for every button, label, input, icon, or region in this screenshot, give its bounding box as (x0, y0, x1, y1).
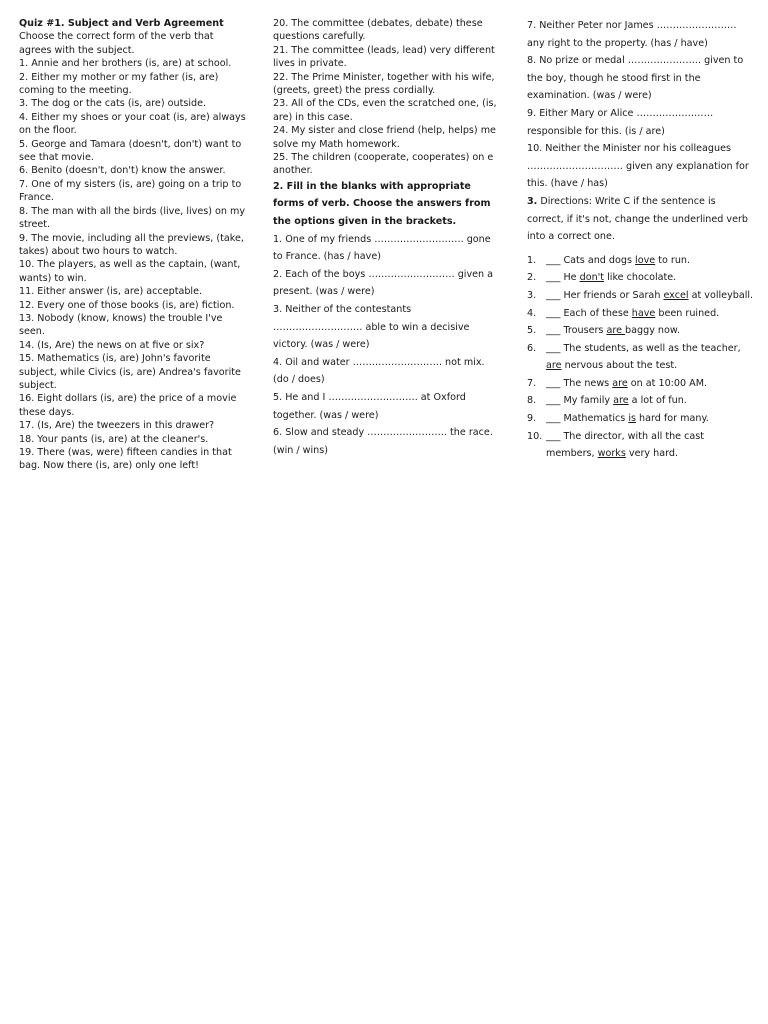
correction-item (527, 428, 755, 463)
fill-blank-list-continued (527, 17, 755, 193)
correction-text: hard for many. (636, 413, 709, 425)
fill-blank-item: 2. Each of the boys ……………………… given a present. (was / were) (273, 268, 494, 298)
correction-list (527, 252, 755, 463)
underlined-verb: are (613, 395, 629, 407)
section-2-heading: 2. Fill in the blanks with appropriate forms of verb. Choose the answers from the options given in the brackets. (273, 180, 491, 228)
fill-blank-item: 3. Neither of the contestants ………………………. able to win a decisive victory. (was / were) (273, 304, 470, 351)
quiz-instruction: Choose the correct form of the verb that agrees with the subject. (19, 31, 214, 56)
correction-number: 10. (527, 430, 543, 442)
correction-item (527, 392, 755, 410)
question-item: 2. Either my mother or my father (is, are) coming to the meeting. (19, 71, 219, 97)
question-item: 24. My sister and close friend (help, helps) me solve my Math homework. (273, 125, 496, 150)
fill-blank-item: 9. Either Mary or Alice …………………… responsible for this. (is / are) (527, 107, 714, 137)
question-item: 18. Your pants (is, are) at the cleaner's. (19, 433, 209, 445)
correction-item (527, 269, 755, 287)
fill-blank-item: 1. One of my friends ………………………. gone to France. (has / have) (273, 233, 491, 263)
fill-blank-item: 5. He and I ………………………. at Oxford together. (was / were) (273, 392, 466, 421)
correction-number: 9. (527, 413, 537, 425)
section-3-number: 3. (527, 195, 538, 207)
correction-item (527, 305, 755, 323)
question-item: 10. The players, as well as the captain, (want, wants) to win. (19, 259, 241, 284)
underlined-verb: don't (579, 272, 605, 284)
question-item: 13. Nobody (know, knows) the trouble I've seen. (19, 312, 223, 338)
correction-text: at volleyball. (688, 289, 754, 301)
correction-number: 4. (527, 307, 537, 319)
question-item: 9. The movie, including all the previews, (take, takes) about two hours to watch. (19, 232, 244, 257)
question-item: 25. The children (cooperate, cooperates) on e another. (273, 152, 494, 177)
question-item: 4. Either my shoes or your coat (is, are) always on the floor. (19, 111, 246, 137)
correction-number: 7. (527, 377, 537, 389)
correction-text: ___ He (546, 272, 580, 284)
question-item: 3. The dog or the cats (is, are) outside. (19, 98, 207, 110)
correction-text: ___ The students, as well as the teacher, (546, 342, 741, 354)
question-item: 1. Annie and her brothers (is, are) at school. (19, 58, 232, 70)
underlined-verb: are (612, 377, 628, 389)
correction-text: to run. (655, 254, 691, 266)
question-item: 5. George and Tamara (doesn't, don't) want to see that movie. (19, 138, 242, 164)
correction-text: ___ The news (546, 377, 613, 389)
correction-text: ___ Mathematics (546, 413, 629, 425)
correction-text: ___ Cats and dogs (546, 254, 636, 266)
question-list-2 (273, 17, 501, 178)
underlined-verb: have (631, 307, 656, 319)
correction-text: baggy now. (625, 325, 680, 337)
correction-text: a lot of fun. (628, 395, 687, 407)
underlined-verb: is (628, 413, 636, 425)
question-list-1 (19, 57, 247, 473)
question-item: 20. The committee (debates, debate) these questions carefully. (273, 18, 483, 43)
correction-item (527, 340, 755, 375)
correction-item (527, 252, 755, 270)
correction-text: like chocolate. (604, 272, 677, 284)
correction-item (527, 287, 755, 305)
fill-blank-item: 7. Neither Peter nor James ……………………. any right to the property. (has / have) (527, 20, 737, 49)
fill-blank-item: 6. Slow and steady ……………………. the race. (win / wins) (273, 427, 493, 456)
underlined-verb: are (606, 325, 626, 337)
fill-blank-list (273, 231, 501, 460)
correction-text: been ruined. (655, 307, 720, 319)
question-item: 11. Either answer (is, are) acceptable. (19, 286, 203, 298)
fill-blank-item: 4. Oil and water ………………………. not mix. (do / does) (273, 356, 485, 386)
correction-text: ___ The director, with all the cast members, (546, 430, 705, 460)
quiz-column-2 (273, 17, 501, 459)
underlined-verb: works (597, 448, 626, 460)
question-item: 6. Benito (doesn't, don't) know the answer. (19, 165, 226, 177)
question-item: 15. Mathematics (is, are) John's favorite subject, while Civics (is, are) Andrea's favorite subject. (19, 353, 241, 391)
section-3-directions (527, 193, 755, 246)
fill-blank-item: 8. No prize or medal ………………….. given to the boy, though he stood first in the examination. (was / were) (527, 55, 744, 102)
fill-blank-item: 10. Neither the Minister nor his colleagues ………………………… given any explanation for this. (have / has) (527, 143, 749, 190)
correction-text: on at 10:00 AM. (627, 377, 708, 389)
correction-number: 2. (527, 272, 537, 284)
quiz-column-3 (527, 17, 755, 463)
quiz-title: Quiz #1. Subject and Verb Agreement (19, 18, 224, 29)
question-item: 17. (Is, Are) the tweezers in this drawer? (19, 420, 215, 432)
correction-number: 6. (527, 342, 537, 354)
question-item: 7. One of my sisters (is, are) going on a trip to France. (19, 178, 242, 204)
correction-text: ___ My family (546, 395, 614, 407)
correction-text: ___ Her friends or Sarah (546, 289, 664, 301)
section-3-text: Directions: Write C if the sentence is correct, if it's not, change the underlined verb into a correct one. (527, 195, 749, 243)
question-item: 8. The man with all the birds (live, lives) on my street. (19, 205, 246, 231)
correction-text: ___ Each of these (546, 307, 632, 319)
correction-number: 3. (527, 289, 537, 301)
correction-item (527, 322, 755, 340)
correction-number: 1. (527, 254, 537, 266)
quiz-column-1 (19, 17, 247, 473)
question-item: 14. (Is, Are) the news on at five or six? (19, 339, 205, 351)
question-item: 19. There (was, were) fifteen candies in that bag. Now there (is, are) only one left! (19, 447, 232, 472)
correction-item (527, 410, 755, 428)
question-item: 21. The committee (leads, lead) very different lives in private. (273, 44, 495, 70)
question-item: 16. Eight dollars (is, are) the price of a movie these days. (19, 393, 237, 418)
correction-text: ___ Trousers (546, 325, 607, 337)
question-item: 12. Every one of those books (is, are) fiction. (19, 299, 235, 311)
underlined-verb: excel (663, 289, 689, 301)
underlined-verb: are (546, 360, 562, 372)
underlined-verb: love (635, 254, 656, 266)
correction-item (527, 375, 755, 393)
question-item: 23. All of the CDs, even the scratched one, (is, are) in this case. (273, 98, 497, 123)
correction-text: very hard. (625, 448, 679, 460)
correction-number: 5. (527, 325, 537, 337)
correction-text: nervous about the test. (561, 360, 678, 372)
question-item: 22. The Prime Minister, together with his wife, (greets, greet) the press cordially. (273, 71, 495, 97)
correction-number: 8. (527, 395, 537, 407)
